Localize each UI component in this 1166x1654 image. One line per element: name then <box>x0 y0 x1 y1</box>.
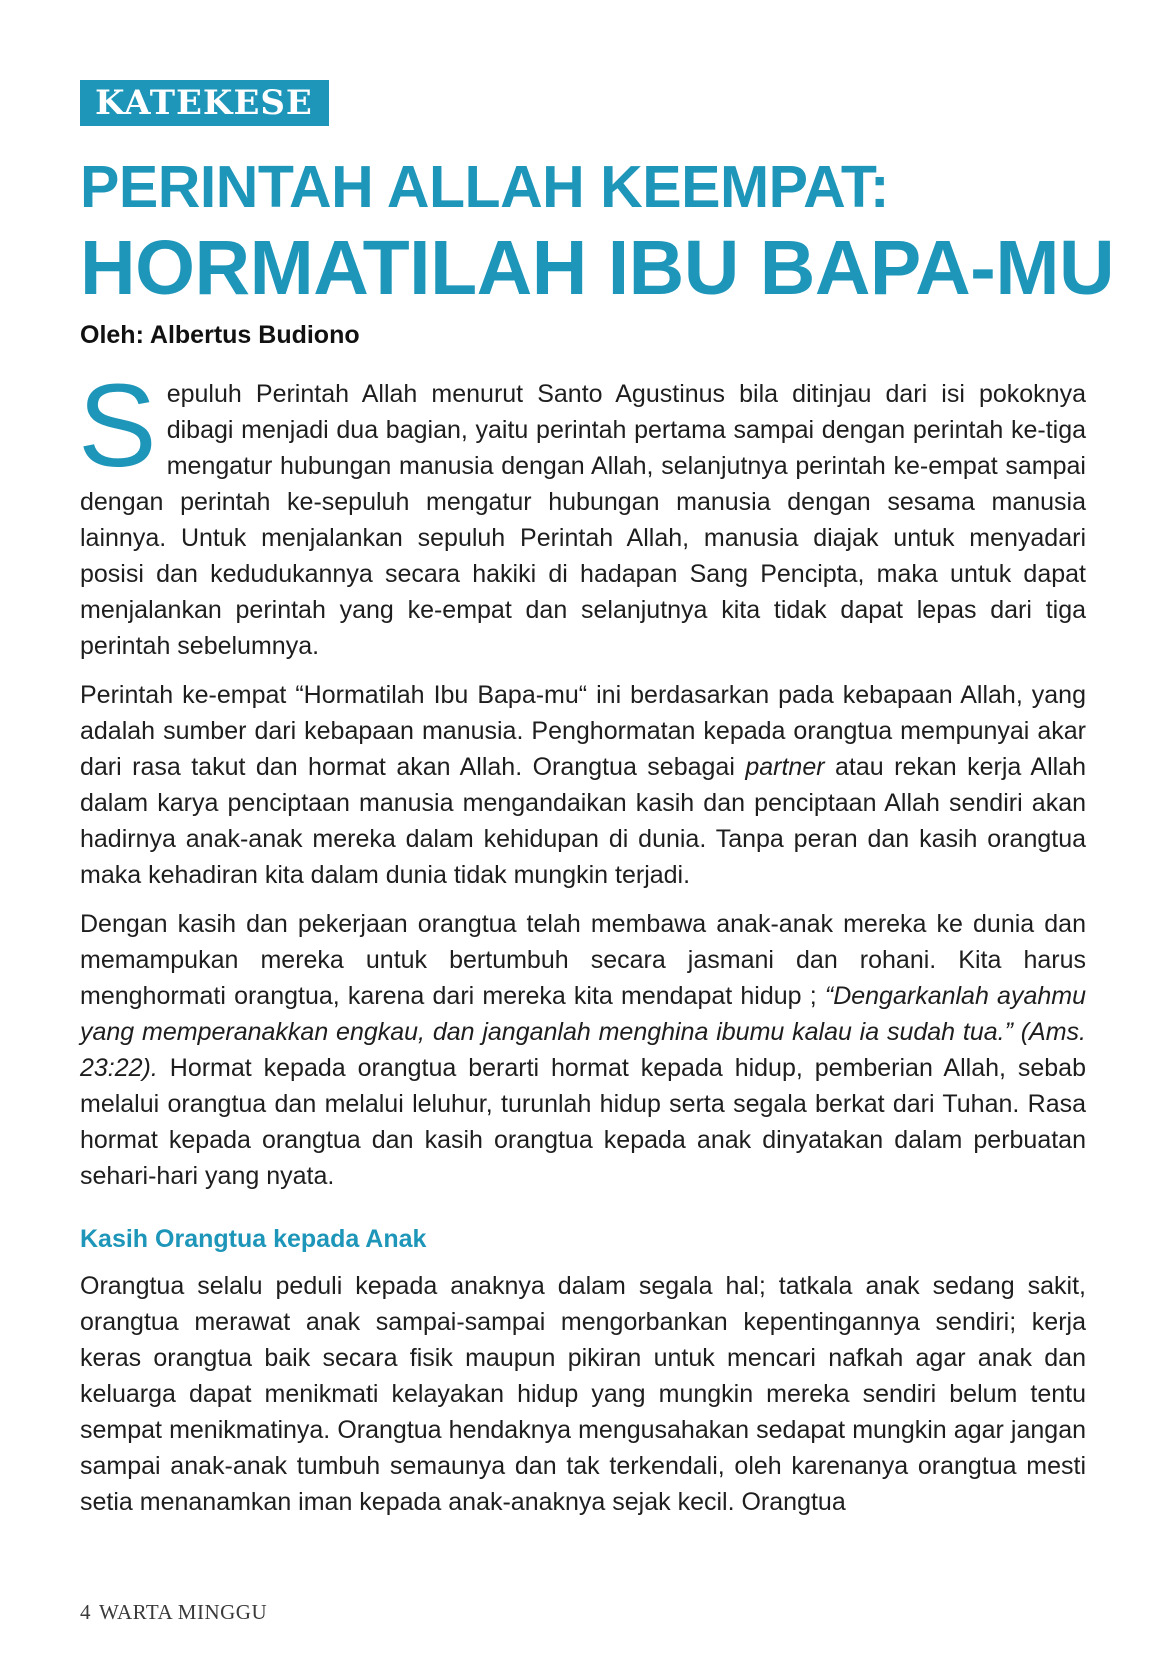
paragraph-2-text-a: Perintah ke-empat “Hormatilah Ibu Bapa-mu“ ini berdasarkan pada kebapaan Allah, yang adalah sumber dari kebapaan manusia. Penghormatan kepada orangtua mempunyai akar dari rasa takut dan hormat akan Allah. Orangtua sebagai <box>80 681 1086 781</box>
section-label: KATEKESE <box>80 80 329 126</box>
paragraph-1-text: epuluh Perintah Allah menurut Santo Agustinus bila ditinjau dari isi pokoknya dibagi menjadi dua bagian, yaitu perintah pertama sampai dengan perintah ke-tiga mengatur hubungan manusia dengan Allah, selanjutnya perintah ke-empat sampai dengan perintah ke-sepuluh mengatur hubungan manusia dengan sesama manusia lainnya. Untuk menjalankan sepuluh Perintah Allah, manusia diajak untuk menyadari posisi dan kedudukannya secara hakiki di hadapan Sang Pencipta, maka untuk dapat menjalankan perintah yang ke-empat dan selanjutnya kita tidak dapat lepas dari tiga perintah sebelumnya. <box>80 380 1086 660</box>
author-byline: Oleh: Albertus Budiono <box>80 321 360 349</box>
bible-quote: “Dengarkanlah ayahmu yang memperanakkan engkau, dan janganlah menghina ibumu kalau ia sudah tua.” (Ams. 23:22). <box>80 982 1086 1082</box>
page-footer <box>80 1600 267 1625</box>
article-title-line-2: HORMATILAH IBU BAPA-MU <box>80 225 1115 311</box>
paragraph-3-text-a: Dengan kasih dan pekerjaan orangtua telah membawa anak-anak mereka ke dunia dan memampukan mereka untuk bertumbuh secara jasmani dan rohani. Kita harus menghormati orangtua, karena dari mereka kita mendapat hidup ; <box>80 910 1086 1010</box>
section-subheading: Kasih Orangtua kepada Anak <box>80 1225 427 1253</box>
paragraph-1 <box>78 360 1086 664</box>
page-number: 4 <box>80 1600 91 1624</box>
paragraph-2 <box>80 677 1086 893</box>
paragraph-4: Orangtua selalu peduli kepada anaknya dalam segala hal; tatkala anak sedang sakit, orangtua merawat anak sampai-sampai mengorbankan kepentingannya sendiri; kerja keras orangtua baik secara fisik maupun pikiran untuk mencari nafkah agar anak dan keluarga dapat menikmati kelayakan hidup yang mungkin mereka sendiri belum tentu sempat menikmatinya. Orangtua hendaknya mengusahakan sedapat mungkin agar jangan sampai anak-anak tumbuh semaunya dan tak terkendali, oleh karenanya orangtua mesti setia menanamkan iman kepada anak-anaknya sejak kecil. Orangtua <box>80 1272 1086 1516</box>
article-title-line-1: PERINTAH ALLAH KEEMPAT: <box>80 154 889 220</box>
publication-name: WARTA MINGGU <box>99 1600 268 1624</box>
paragraph-3 <box>80 906 1086 1194</box>
drop-cap: S <box>78 360 157 492</box>
article-body <box>78 360 1086 1533</box>
paragraph-2-italic: partner <box>745 753 825 781</box>
paragraph-3-text-b: Hormat kepada orangtua berarti hormat kepada hidup, pemberian Allah, sebab melalui orangtua dan melalui leluhur, turunlah hidup serta segala berkat dari Tuhan. Rasa hormat kepada orangtua dan kasih orangtua kepada anak dinyatakan dalam perbuatan sehari-hari yang nyata. <box>80 1054 1086 1190</box>
paragraph-2-text-b: atau rekan kerja Allah dalam karya penciptaan manusia mengandaikan kasih dan penciptaan Allah sendiri akan hadirnya anak-anak mereka dalam kehidupan di dunia. Tanpa peran dan kasih orangtua maka kehadiran kita dalam dunia tidak mungkin terjadi. <box>80 753 1086 889</box>
